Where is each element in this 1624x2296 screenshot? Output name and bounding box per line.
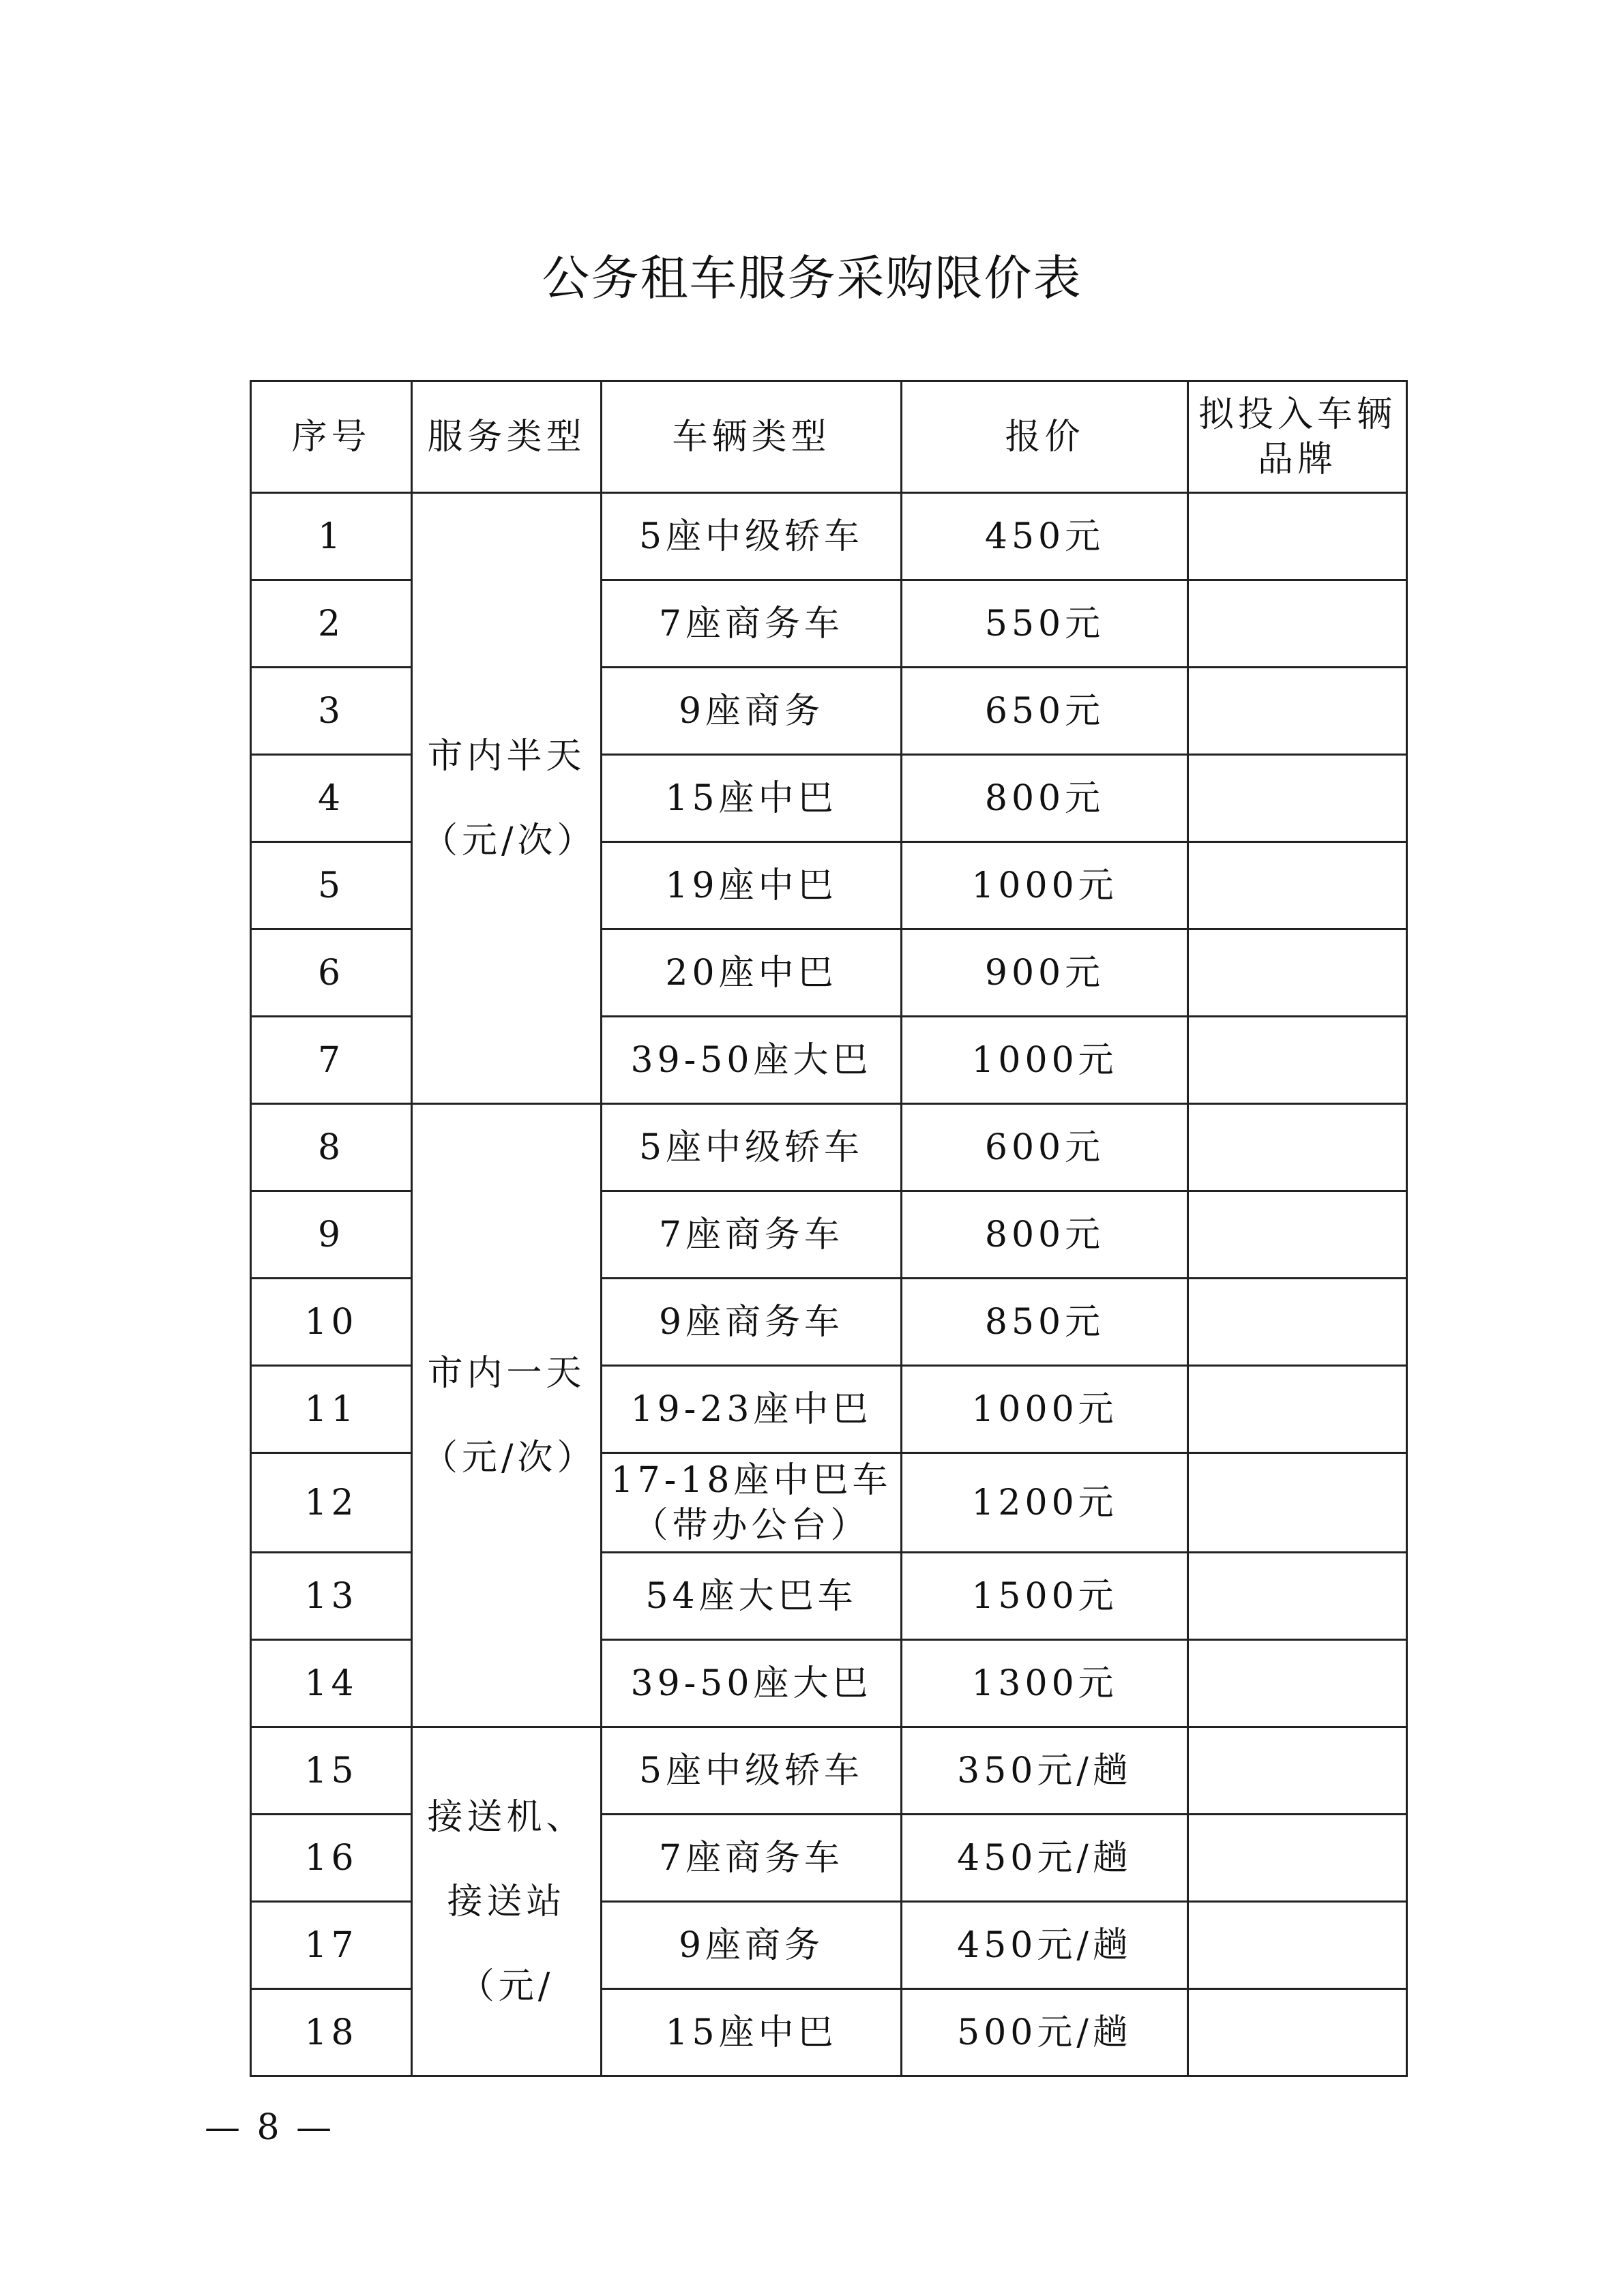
seq-cell: 6: [251, 929, 412, 1017]
vehicle-cell: 7座商务车: [602, 580, 902, 668]
seq-cell: 10: [251, 1279, 412, 1366]
brand-cell: [1188, 1017, 1407, 1104]
seq-cell: 17: [251, 1902, 412, 1989]
seq-cell: 1: [251, 493, 412, 580]
price-cell: 550元: [902, 580, 1188, 668]
seq-cell: 2: [251, 580, 412, 668]
seq-cell: 14: [251, 1640, 412, 1727]
price-cell: 450元: [902, 493, 1188, 580]
brand-cell: [1188, 755, 1407, 842]
brand-cell: [1188, 1191, 1407, 1279]
vehicle-cell: 5座中级轿车: [602, 493, 902, 580]
vehicle-cell: 7座商务车: [602, 1191, 902, 1279]
price-cell: 1200元: [902, 1453, 1188, 1553]
price-cell: 500元/趟: [902, 1989, 1188, 2076]
price-cell: 350元/趟: [902, 1727, 1188, 1815]
brand-cell: [1188, 1553, 1407, 1640]
header-seq: 序号: [251, 381, 412, 493]
vehicle-cell: 7座商务车: [602, 1815, 902, 1902]
table-row: [251, 493, 1407, 580]
service-type-cell: [412, 1104, 602, 1727]
brand-cell: [1188, 493, 1407, 580]
service-type-label: 接送机、接送站（元/: [427, 1796, 586, 2007]
price-cell: 850元: [902, 1279, 1188, 1366]
price-cell: 1000元: [902, 1017, 1188, 1104]
price-cell: 1500元: [902, 1553, 1188, 1640]
header-service-type: 服务类型: [412, 381, 602, 493]
seq-cell: 18: [251, 1989, 412, 2076]
vehicle-cell: 39-50座大巴: [602, 1017, 902, 1104]
vehicle-cell: 19座中巴: [602, 842, 902, 929]
service-type-cell: [412, 1727, 602, 2076]
header-price: 报价: [902, 381, 1188, 493]
brand-cell: [1188, 580, 1407, 668]
brand-cell: [1188, 1727, 1407, 1815]
price-cell: 1000元: [902, 842, 1188, 929]
seq-cell: 7: [251, 1017, 412, 1104]
header-vehicle-type: 车辆类型: [602, 381, 902, 493]
vehicle-cell: 5座中级轿车: [602, 1104, 902, 1191]
vehicle-cell: 5座中级轿车: [602, 1727, 902, 1815]
brand-cell: [1188, 1453, 1407, 1553]
price-limit-table: [250, 380, 1408, 2077]
price-cell: 900元: [902, 929, 1188, 1017]
vehicle-cell: 9座商务: [602, 1902, 902, 1989]
header-brand: 拟投入车辆品牌: [1188, 381, 1407, 493]
service-type-label: 市内半天（元/次）: [422, 735, 597, 861]
brand-cell: [1188, 1279, 1407, 1366]
brand-cell: [1188, 929, 1407, 1017]
seq-cell: 3: [251, 668, 412, 755]
price-cell: 650元: [902, 668, 1188, 755]
header-row: [251, 381, 1407, 493]
price-cell: 450元/趟: [902, 1815, 1188, 1902]
brand-cell: [1188, 1902, 1407, 1989]
seq-cell: 16: [251, 1815, 412, 1902]
seq-cell: 15: [251, 1727, 412, 1815]
brand-cell: [1188, 668, 1407, 755]
document-title: 公务租车服务采购限价表: [542, 250, 1082, 306]
table-row: [251, 1727, 1407, 1815]
vehicle-cell: 9座商务: [602, 668, 902, 755]
brand-cell: [1188, 1989, 1407, 2076]
seq-cell: 11: [251, 1366, 412, 1453]
price-cell: 450元/趟: [902, 1902, 1188, 1989]
seq-cell: 5: [251, 842, 412, 929]
vehicle-cell: 19-23座中巴: [602, 1366, 902, 1453]
seq-cell: 12: [251, 1453, 412, 1553]
vehicle-cell: 39-50座大巴: [602, 1640, 902, 1727]
brand-cell: [1188, 1104, 1407, 1191]
price-cell: 800元: [902, 1191, 1188, 1279]
vehicle-cell: 20座中巴: [602, 929, 902, 1017]
service-type-cell: [412, 493, 602, 1104]
brand-cell: [1188, 1640, 1407, 1727]
seq-cell: 13: [251, 1553, 412, 1640]
brand-cell: [1188, 1366, 1407, 1453]
price-cell: 1000元: [902, 1366, 1188, 1453]
seq-cell: 8: [251, 1104, 412, 1191]
table-row: [251, 1104, 1407, 1191]
service-type-label: 市内一天（元/次）: [422, 1352, 597, 1478]
vehicle-cell: 9座商务车: [602, 1279, 902, 1366]
vehicle-cell: 15座中巴: [602, 1989, 902, 2076]
price-cell: 1300元: [902, 1640, 1188, 1727]
seq-cell: 9: [251, 1191, 412, 1279]
brand-cell: [1188, 1815, 1407, 1902]
price-cell: 600元: [902, 1104, 1188, 1191]
vehicle-cell: 17-18座中巴车（带办公台）: [602, 1453, 902, 1553]
vehicle-cell: 54座大巴车: [602, 1553, 902, 1640]
price-cell: 800元: [902, 755, 1188, 842]
brand-cell: [1188, 842, 1407, 929]
page-number: — 8 —: [205, 2107, 335, 2148]
vehicle-cell: 15座中巴: [602, 755, 902, 842]
seq-cell: 4: [251, 755, 412, 842]
